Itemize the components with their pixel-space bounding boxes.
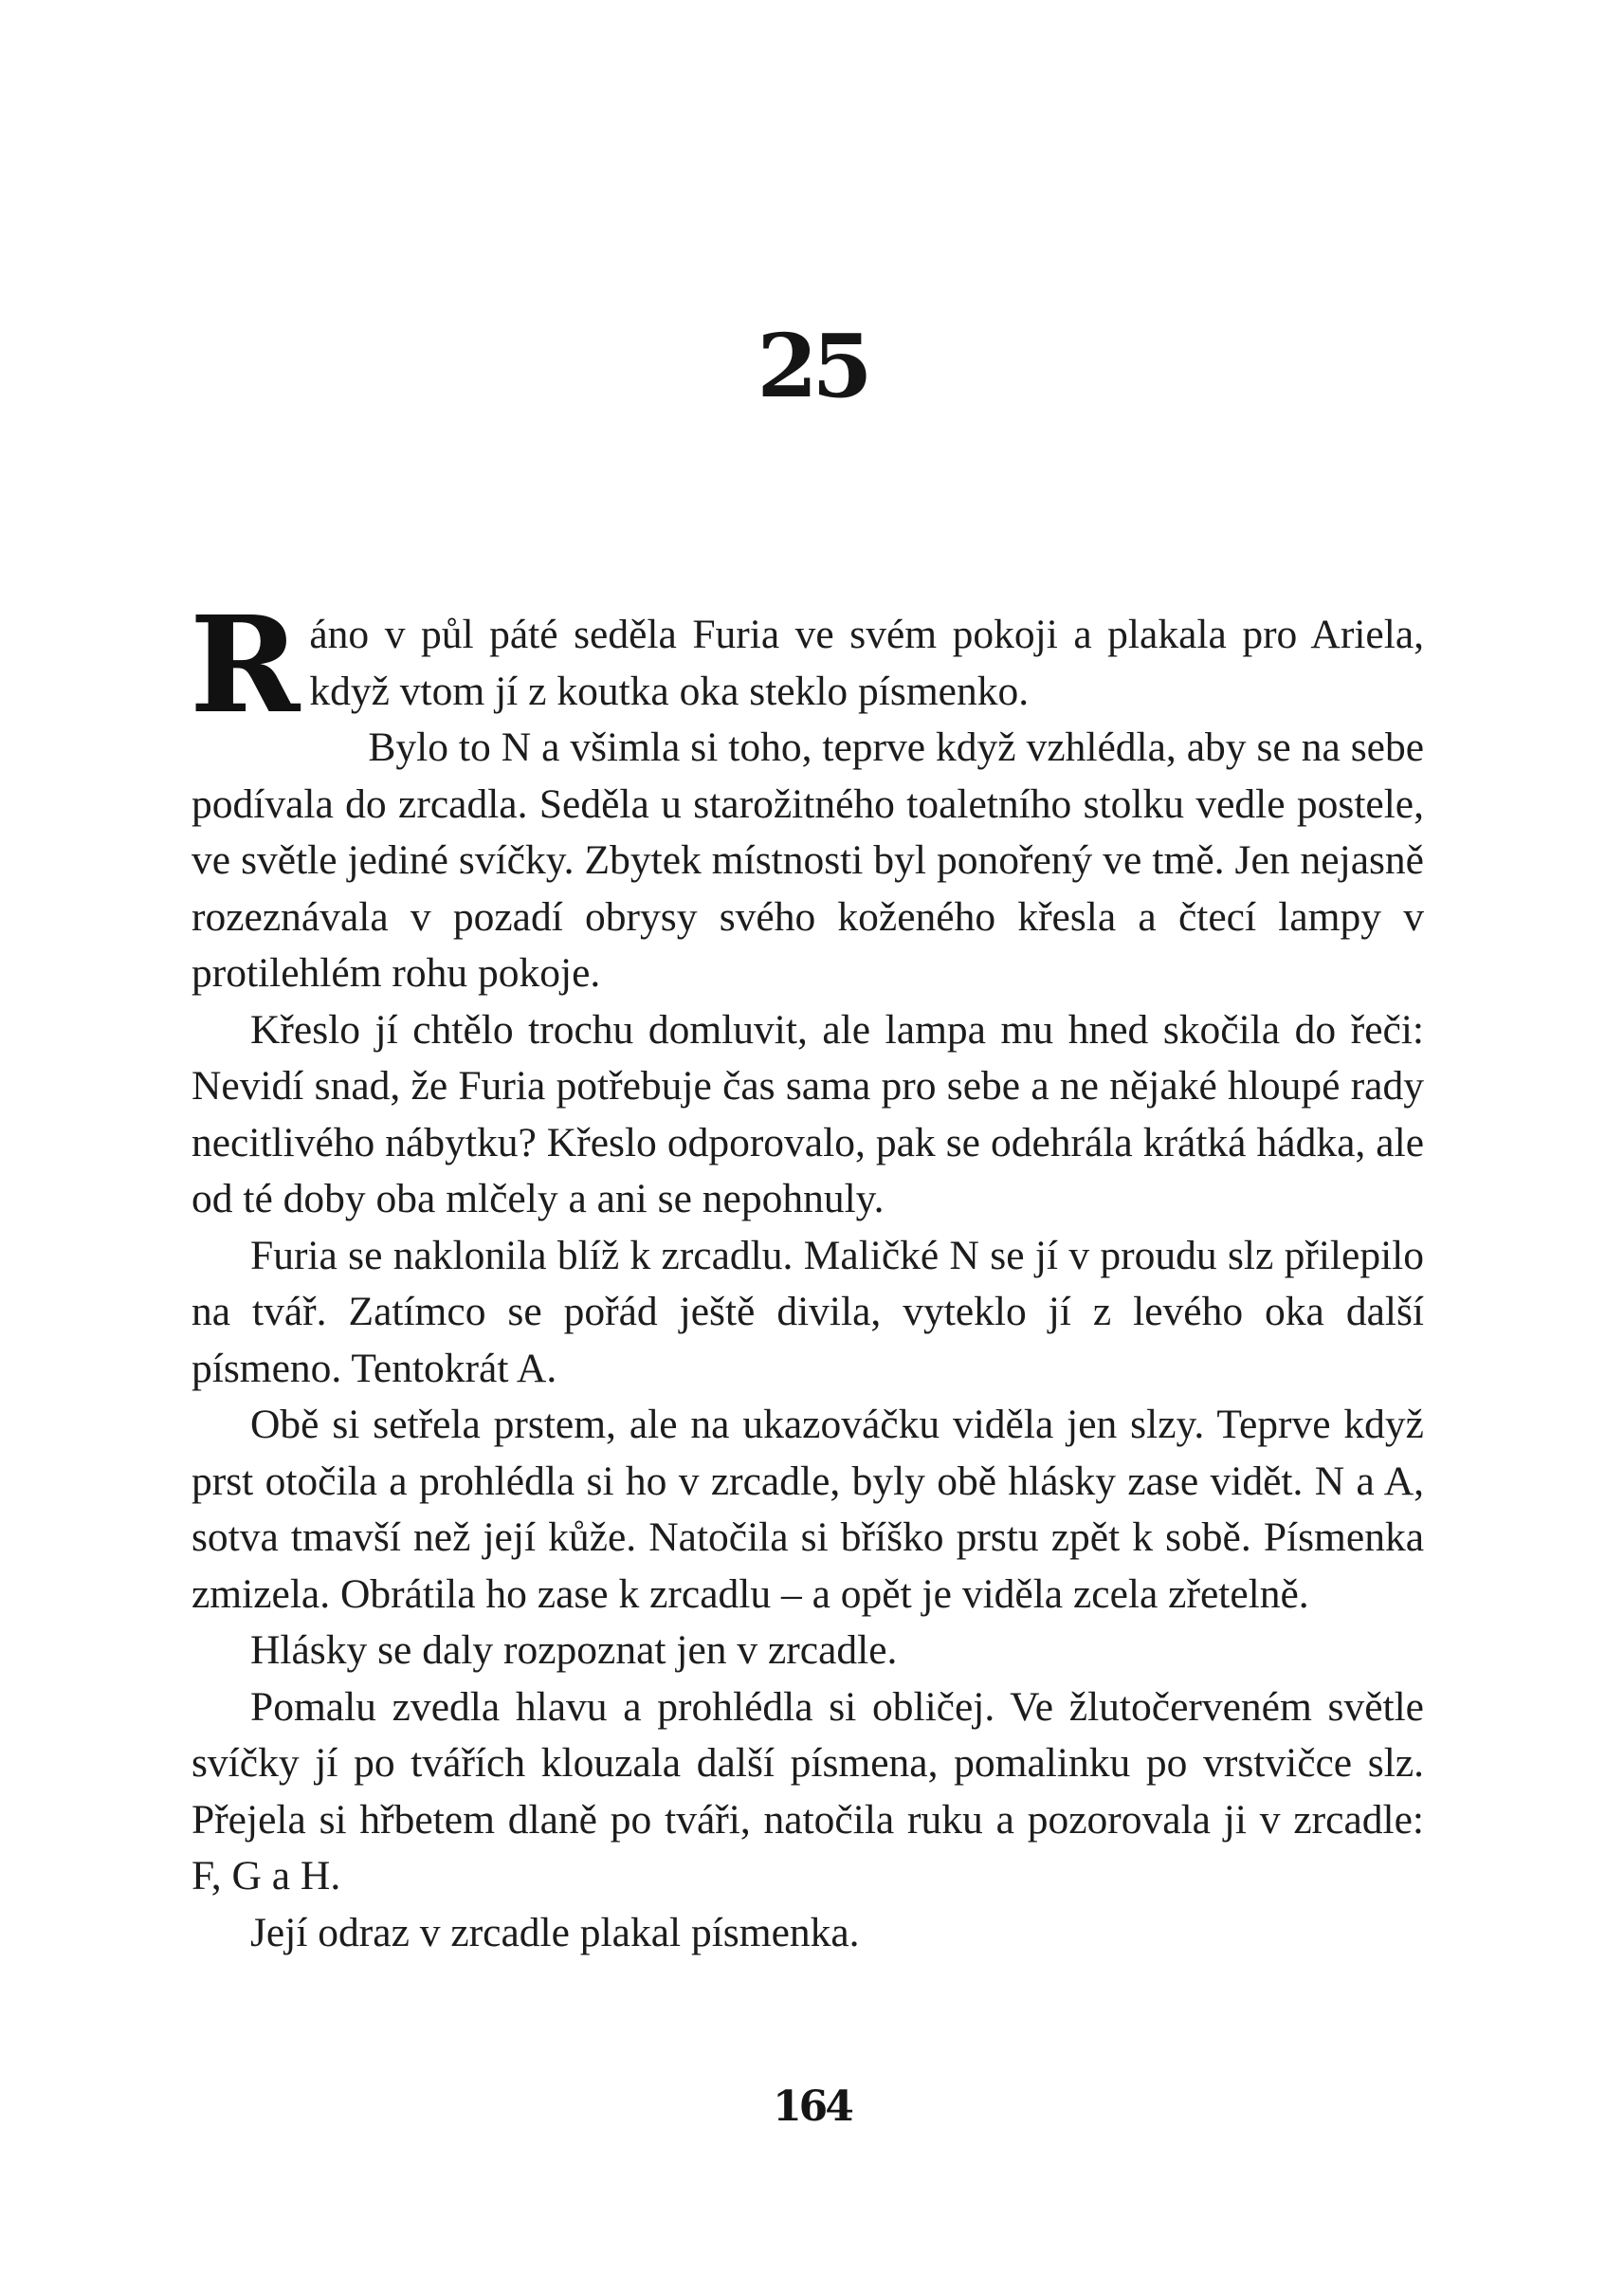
paragraph: Bylo to N a všimla si toho, teprve když vzhlédla, aby se na sebe podívala do zrcadla. Seděla u starožitného toaletního stolku vedle postele, ve světle jediné svíčky. Zbytek místnosti byl ponořený ve tmě. Jen nejasně rozeznávala v pozadí obrysy svého koženého křesla a čtecí lampy v protilehlém rohu pokoje. <box>192 725 1424 996</box>
paragraph: Křeslo jí chtělo trochu domluvit, ale lampa mu hned skočila do řeči: Nevidí snad, že Furia potřebuje čas sama pro sebe a ne nějaké hloupé rady necitlivého nábytku? Křeslo odporovalo, pak se odehrála krátká hádka, ale od té doby oba mlčely a ani se nepohnuly. <box>192 1006 1424 1221</box>
paragraph: Její odraz v zrcadle plakal písmenka. <box>250 1909 860 1955</box>
chapter-text <box>190 588 1424 1961</box>
chapter-number: 25 <box>757 315 867 417</box>
paragraph-text: áno v půl páté seděla Furia ve svém pokoji a plakala pro Ariela, když vtom jí z koutka oka steklo písmenko. <box>309 612 1424 714</box>
paragraph: Hlásky se daly rozpoznat jen v zrcadle. <box>250 1627 898 1673</box>
paragraph: Obě si setřela prstem, ale na ukazováčku viděla jen slzy. Teprve když prst otočila a prohlédla si ho v zrcadle, byly obě hlásky zase vidět. N a A, sotva tmavší než její kůže. Natočila si bříško prstu zpět k sobě. Písmenka zmizela. Obrátila ho zase k zrcadlu – a opět je viděla zcela zřetelně. <box>192 1402 1424 1617</box>
drop-cap: R <box>190 588 301 743</box>
paragraph: Furia se naklonila blíž k zrcadlu. Maličké N se jí v proudu slz přilepilo na tvář. Zatímco se pořád ještě divila, vyteklo jí z levého oka další písmeno. Tentokrát A. <box>192 1232 1424 1391</box>
paragraph: Pomalu zvedla hlavu a prohlédla si obličej. Ve žlutočerveném světle svíčky jí po tvářích klouzala další písmena, pomalinku po vrstvičce slz. Přejela si hřbetem dlaně po tváři, natočila ruku a pozorovala ji v zrcadle: F, G a H. <box>192 1683 1424 1899</box>
paragraph <box>190 588 1424 743</box>
page-number: 164 <box>773 2082 851 2131</box>
